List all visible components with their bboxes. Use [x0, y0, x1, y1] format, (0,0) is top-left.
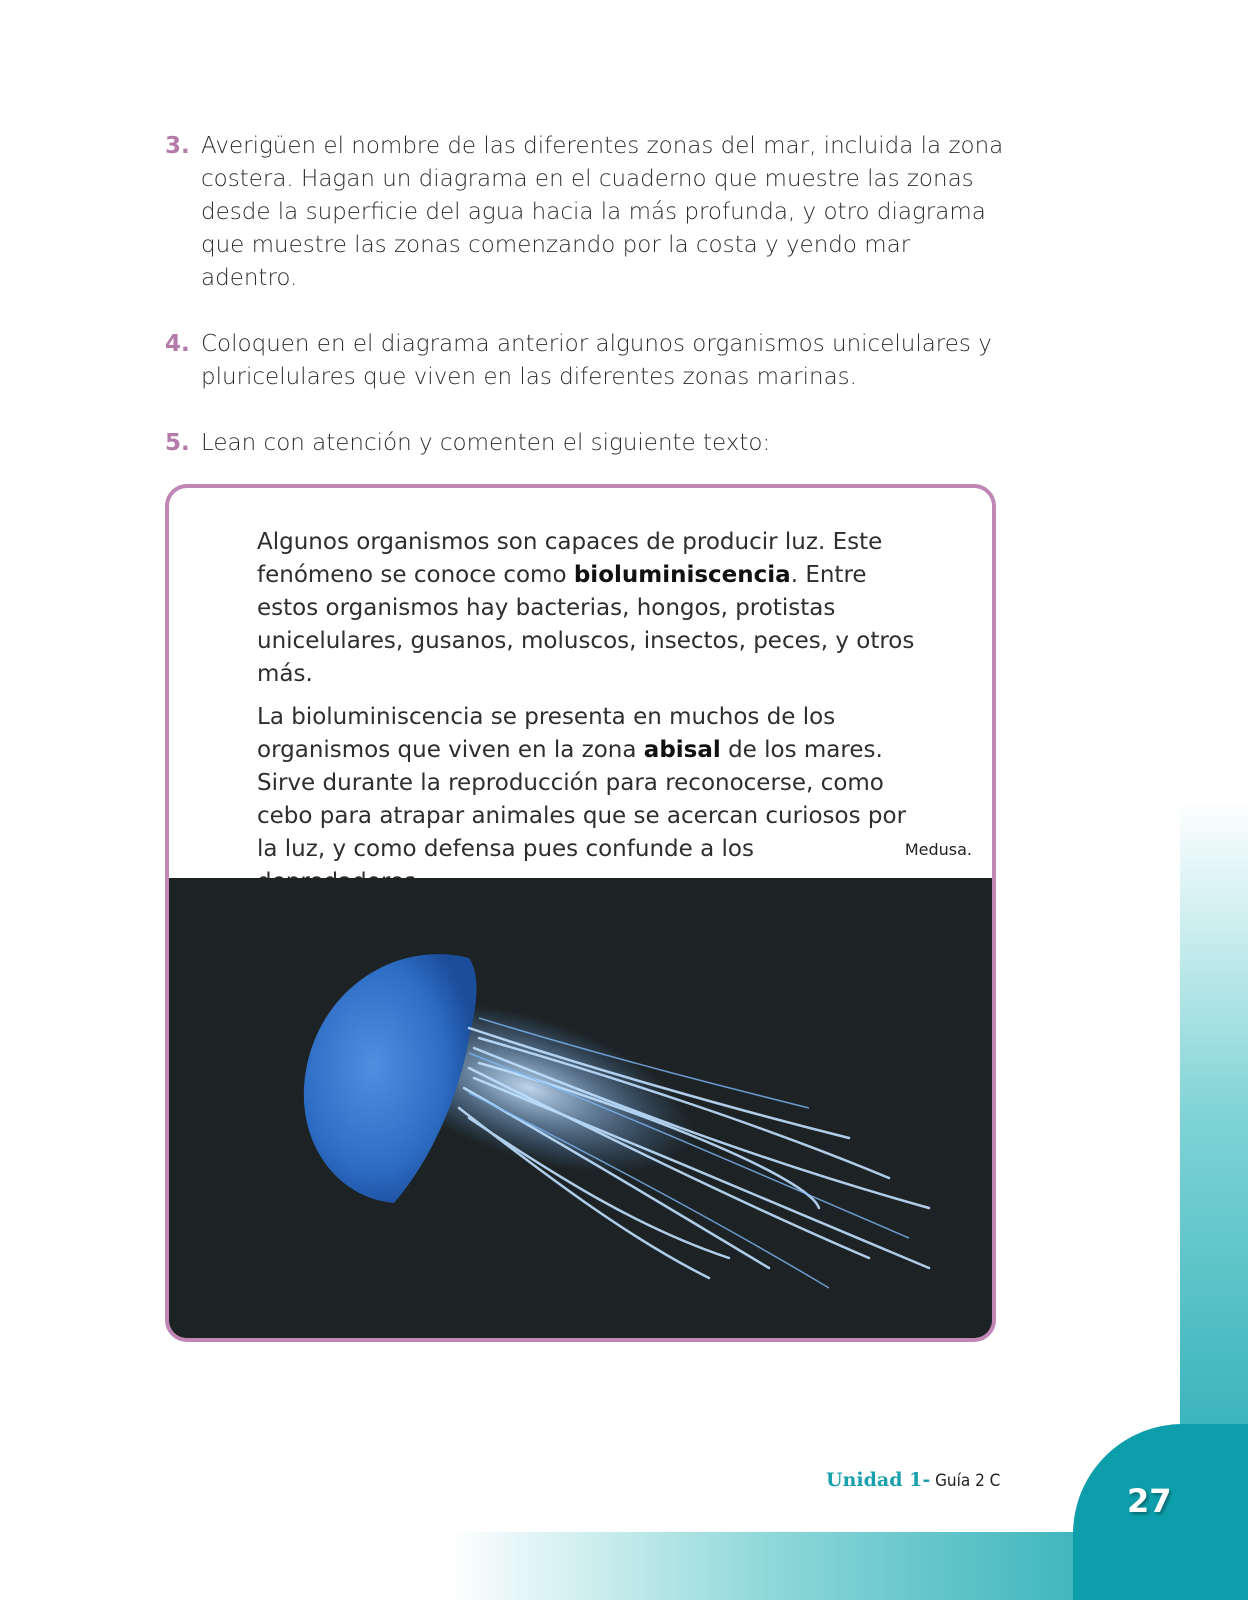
text-span: Algunos organismos son capaces de producir luz. Este fenómeno se conoce como: [257, 529, 883, 588]
item-number: 3.: [165, 133, 190, 159]
item-text: Coloquen en el diagrama anterior algunos organismos unicelulares y pluricelulares que viven en las diferentes zonas marinas.: [201, 331, 992, 390]
text-span: . Entre estos organismos hay bacterias, hongos, protistas unicelulares, gusanos, moluscos, insectos, peces, y otros más.: [257, 562, 915, 687]
jellyfish-illustration: [169, 878, 992, 1342]
unit-dash: -: [922, 1469, 931, 1491]
text-span: de los mares. Sirve durante la reproducción para reconocerse, como cebo para atrapar animales que se acercan curiosos por la luz, y como defensa pues confunde a los: [257, 737, 907, 862]
guide-label: Guía 2 C: [930, 1471, 1001, 1491]
photo-caption: Medusa.: [904, 840, 972, 859]
activity-list: [165, 130, 1005, 460]
item-text: Lean con atención y comenten el siguiente texto:: [201, 430, 771, 456]
activity-item-5: [165, 427, 1005, 460]
reading-text: [257, 526, 917, 909]
unit-label: Unidad 1: [826, 1469, 923, 1491]
item-number: 4.: [165, 331, 190, 357]
paragraph-1: [257, 526, 917, 691]
item-number: 5.: [165, 430, 190, 456]
reading-box: [165, 484, 996, 1342]
text-span: La bioluminiscencia se presenta en muchos de los organismos que viven en la zona: [257, 704, 836, 763]
page-number: 27: [1127, 1482, 1172, 1520]
paragraph-2: [257, 701, 917, 899]
jellyfish-photo: [169, 878, 992, 1342]
activity-item-3: [165, 130, 1005, 295]
keyword-bioluminiscencia: bioluminiscencia: [573, 562, 791, 588]
keyword-abisal: abisal: [643, 737, 721, 763]
activity-item-4: [165, 328, 1005, 394]
item-text: Averigüen el nombre de las diferentes zonas del mar, incluida la zona costera. Hagan un diagrama en el cuaderno que muestre las zonas desde la superficie del agua hacia la más profunda, y otro diagrama que muestre las zonas comenzando por la costa y yendo mar adentro.: [201, 133, 1004, 291]
footer-label: [826, 1469, 1000, 1491]
